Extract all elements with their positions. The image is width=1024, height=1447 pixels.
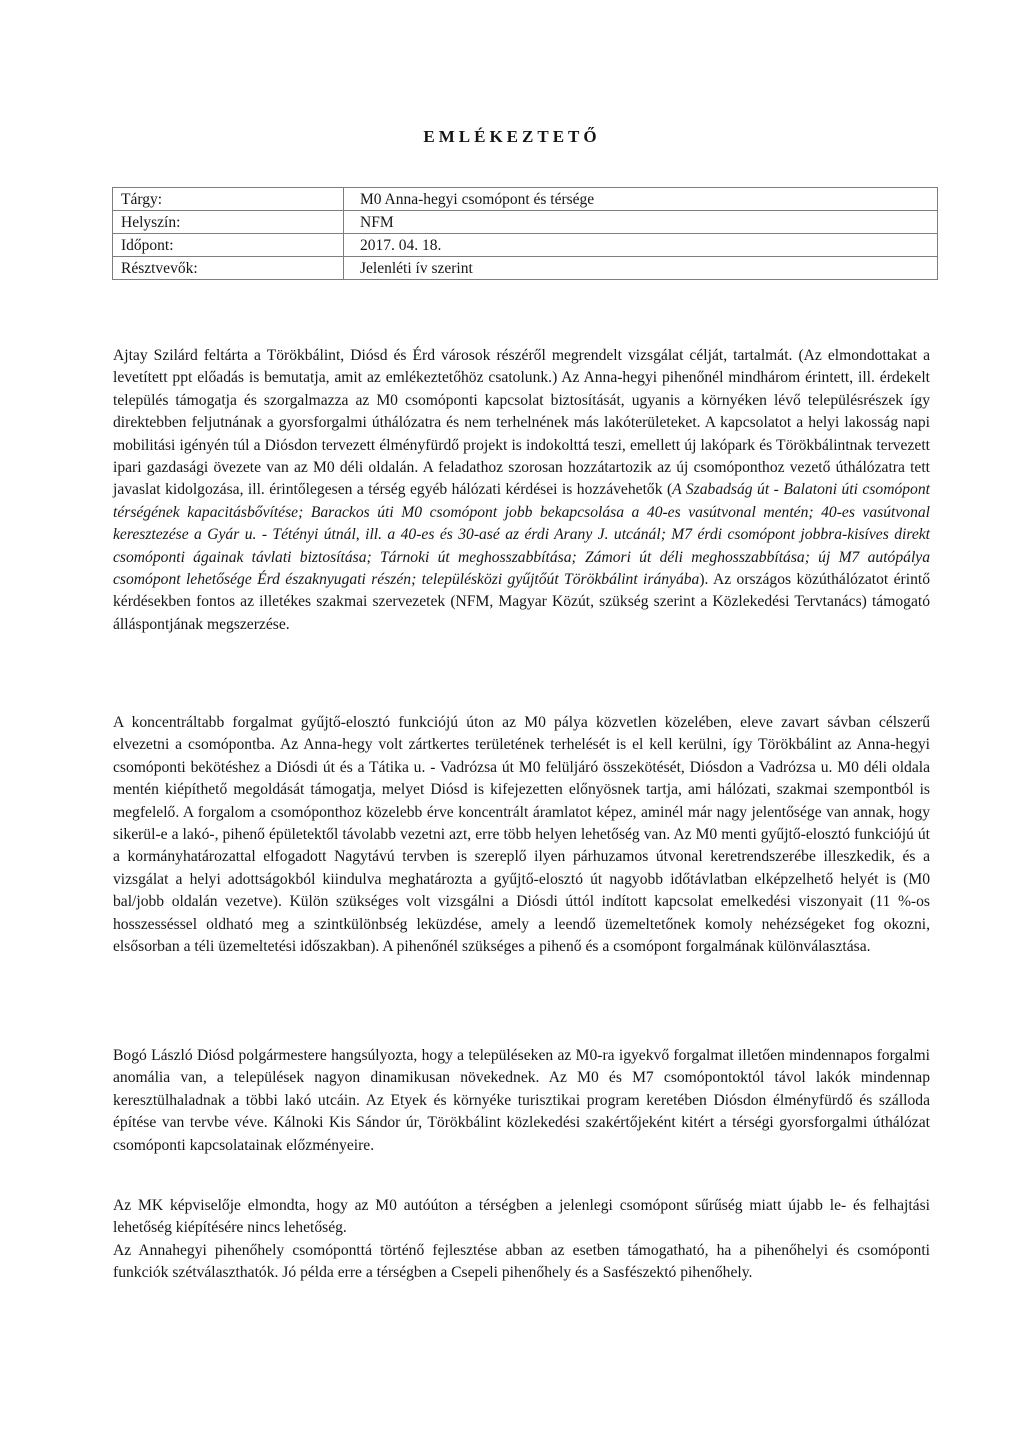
paragraph-intro [113, 345, 930, 636]
paragraph-intro-end: ). Az országos közúthálózatot érintő kérdésekben fontos az illetékes szakmai szervezetek (NFM, Magyar Közút, szükség szerint a Közlekedési Tervtanács) támogató álláspontjának megszerzése. [113, 571, 930, 633]
meta-label-subject: Tárgy: [113, 188, 344, 211]
meta-value-subject: M0 Anna-hegyi csomópont és térsége [344, 188, 938, 211]
meta-row-date [113, 234, 938, 257]
paragraph-rest-area: Az Annahegyi pihenőhely csomóponttá történő fejlesztése abban az esetben támogatható, ha a pihenőhelyi és csomóponti funkciók szétválaszthatók. Jó példa erre a térségben a Csepeli pihenőhely és a Sasfészektó pihenőhely. [113, 1242, 930, 1282]
meta-label-participants: Résztvevők: [113, 257, 344, 280]
meta-row-subject [113, 188, 938, 211]
meta-label-location: Helyszín: [113, 211, 344, 234]
meta-value-participants: Jelenléti ív szerint [344, 257, 938, 280]
paragraph-intro-text: Ajtay Szilárd feltárta a Törökbálint, Diósd és Érd városok részéről megrendelt vizsgálat célját, tartalmát. (Az elmondottakat a levetített ppt előadás is bemutatja, amit az emlékeztetőhöz csatolunk.) Az Anna-hegyi pihenőnél mindhárom érintett, ill. érdekelt település támogatja és szorgalmazza az M0 csomóponti kapcsolat biztosítását, ugyanis a környéken lévő településrészek így direktebben feljutnának a gyorsforgalmi úthálózatra és nem terhelnének más lakóterületeket. A kapcsolatot a helyi lakosság napi mobilitási igényén túl a Diósdon tervezett élményfürdő projekt is indokolttá teszi, emellett új lakópark és Törökbálintnak tervezett ipari gazdasági övezete van az M0 déli oldalán. A feladathoz szorosan hozzátartozik az új csomóponthoz vezető úthálózatra tett javaslat kidolgozása, ill. érintőlegesen a térség egyéb hálózati kérdései is hozzávehetők ( [113, 347, 930, 499]
meta-value-date: 2017. 04. 18. [344, 234, 938, 257]
meta-value-location: NFM [344, 211, 938, 234]
document-title: EMLÉKEZTETŐ [423, 127, 601, 146]
meta-label-date: Időpont: [113, 234, 344, 257]
paragraph-traffic-routing: A koncentráltabb forgalmat gyűjtő-elosztó funkciójú úton az M0 pálya közvetlen közelében, eleve zavart sávban célszerű elvezetni a csomópontba. Az Anna-hegy volt zártkertes területének terhelését is el kell kerülni, így Törökbálint az Anna-hegyi csomóponti bekötéshez a Diósdi út és a Tátika u. - Vadrózsa út M0 felüljáró összekötését, Diósdon a Vadrózsa u. M0 déli oldala mentén kiépíthető megoldását támogatja, melyet Diósd is kifejezetten előnyösnek tartja, ami hálózati, szakmai szempontból is megfelelő. A forgalom a csomóponthoz közelebb érve koncentrált áramlatot képez, aminél már nagy jelentősége van annak, hogy sikerül-e a lakó-, pihenő épületektől távolabb vezetni azt, erre több helyen lehetőség van. Az M0 menti gyűjtő-elosztó funkciójú út a kormányhatározattal elfogadott Nagytávú tervben is szereplő ilyen párhuzamos útvonal keretrendszerébe illeszkedik, és a vizsgálat a helyi adottságokból kiindulva meghatározta a gyűjtő-elosztó út nagyobb időtávlatban elképzelhető helyét is (M0 bal/jobb oldalán vezetve). Külön szükséges volt vizsgálni a Diósdi úttól indított kapcsolat emelkedési viszonyait (11 %-os hosszesséssel oldható meg a szintkülönbség leküzdése, amely a leendő üzemeltetőnek komoly nehézségeket fog okozni, elsősorban a téli üzemeltetési időszakban). A pihenőnél szükséges a pihenő és a csomópont forgalmának különválasztása. [113, 714, 930, 956]
meta-row-location [113, 211, 938, 234]
paragraph-mk-representative: Az MK képviselője elmondta, hogy az M0 autóúton a térségben a jelenlegi csomópont sűrűség miatt újabb le- és felhajtási lehetőség kiépítésére nincs lehetőség. [113, 1197, 930, 1237]
paragraph-intro-italic-list: A Szabadság út - Balatoni úti csomópont térségének kapacitásbővítése; Barackos úti M0 csomópont jobb bekapcsolása a 40-es vasútvonal mentén; 40-es vasútvonal keresztezése a Gyár u. - Tétényi útnál, ill. a 40-es és 30-asé az érdi Arany J. utcánál; M7 érdi csomópont jobbra-kisíves direkt csomóponti ágainak távlati biztosítása; Tárnoki út meghosszabbítása; Zámori út déli meghosszabbítása; új M7 autópálya csomópont lehetősége Érd északnyugati részén; településközi gyűjtőút Törökbálint irányába [113, 481, 930, 589]
paragraph-diosd-mayor: Bogó László Diósd polgármestere hangsúlyozta, hogy a településeken az M0-ra igyekvő forgalmat illetően mindennapos forgalmi anomália van, a települések nagyon dinamikusan növekednek. Az M0 és M7 csomópontoktól távol lakók mindennap keresztülhaladnak a többi lakó utcáin. Az Etyek és környéke turisztikai program keretében Diósdon élményfürdő és szálloda építése van tervbe véve. Kálnoki Kis Sándor úr, Törökbálint közlekedési szakértőjeként kitért a térségi gyorsforgalmi úthálózat csomóponti kapcsolatainak előzményeire. [113, 1047, 930, 1154]
meta-table [112, 187, 938, 280]
meta-row-participants [113, 257, 938, 280]
